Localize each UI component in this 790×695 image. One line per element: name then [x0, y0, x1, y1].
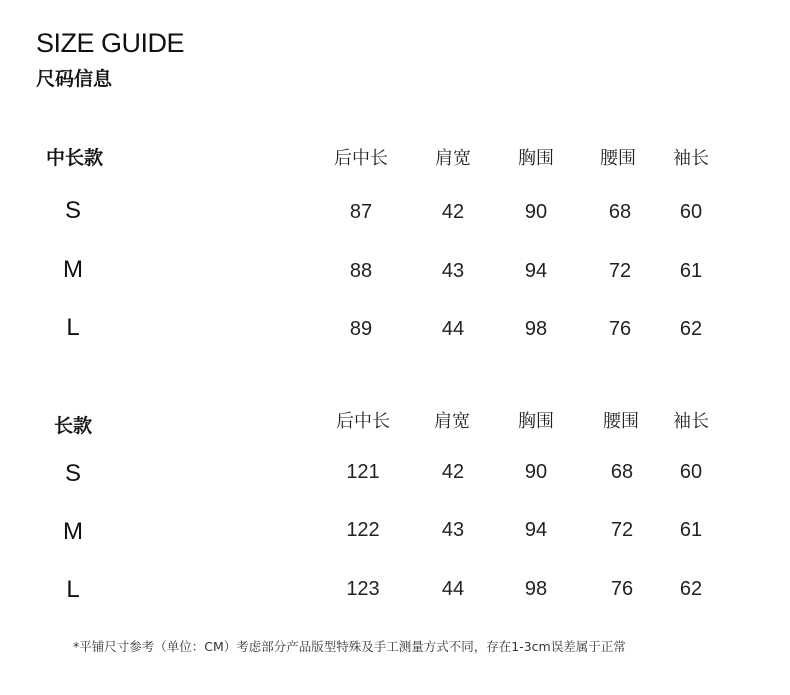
table-label: 中长款 [46, 147, 104, 169]
table-cell: 62 [679, 578, 703, 600]
page-title: SIZE GUIDE [36, 28, 185, 58]
table-cell: 90 [524, 461, 548, 483]
table-cell: 121 [346, 461, 380, 483]
table-cell: 44 [441, 578, 465, 600]
table-cell: 44 [441, 318, 465, 340]
table-cell: 98 [524, 578, 548, 600]
size-label: S [64, 460, 82, 487]
table-cell: 68 [610, 461, 634, 483]
table-cell: 42 [441, 201, 465, 223]
size-label: M [63, 256, 83, 283]
size-label: L [66, 314, 80, 341]
table-cell: 61 [679, 519, 703, 541]
table-label: 长款 [54, 415, 93, 437]
table-cell: 76 [608, 318, 632, 340]
column-header: 袖长 [673, 148, 709, 169]
table-cell: 61 [679, 260, 703, 282]
column-header: 腰围 [603, 411, 639, 432]
table-cell: 88 [349, 260, 373, 282]
column-header: 袖长 [673, 411, 709, 432]
size-label: S [64, 197, 82, 224]
column-header: 后中长 [336, 411, 390, 432]
table-cell: 123 [346, 578, 380, 600]
table-cell: 98 [524, 318, 548, 340]
table-cell: 42 [441, 461, 465, 483]
column-header: 腰围 [600, 148, 636, 169]
column-header: 肩宽 [434, 411, 470, 432]
table-cell: 43 [441, 519, 465, 541]
table-cell: 76 [610, 578, 634, 600]
size-label: L [66, 576, 80, 603]
table-cell: 87 [349, 201, 373, 223]
table-cell: 60 [679, 201, 703, 223]
table-cell: 72 [610, 519, 634, 541]
table-cell: 62 [679, 318, 703, 340]
measurement-footnote: *平铺尺寸参考（单位：CM）考虑部分产品版型特殊及手工测量方式不同，存在1-3cm误差属于正常 [73, 639, 626, 654]
size-label: M [63, 518, 83, 545]
column-header: 胸围 [518, 411, 554, 432]
table-cell: 94 [524, 519, 548, 541]
table-cell: 94 [524, 260, 548, 282]
column-header: 胸围 [518, 148, 554, 169]
page-subtitle: 尺码信息 [36, 68, 113, 90]
table-cell: 89 [349, 318, 373, 340]
column-header: 后中长 [334, 148, 388, 169]
table-cell: 122 [346, 519, 380, 541]
table-cell: 43 [441, 260, 465, 282]
table-cell: 60 [679, 461, 703, 483]
column-header: 肩宽 [435, 148, 471, 169]
table-cell: 68 [608, 201, 632, 223]
table-cell: 90 [524, 201, 548, 223]
table-cell: 72 [608, 260, 632, 282]
